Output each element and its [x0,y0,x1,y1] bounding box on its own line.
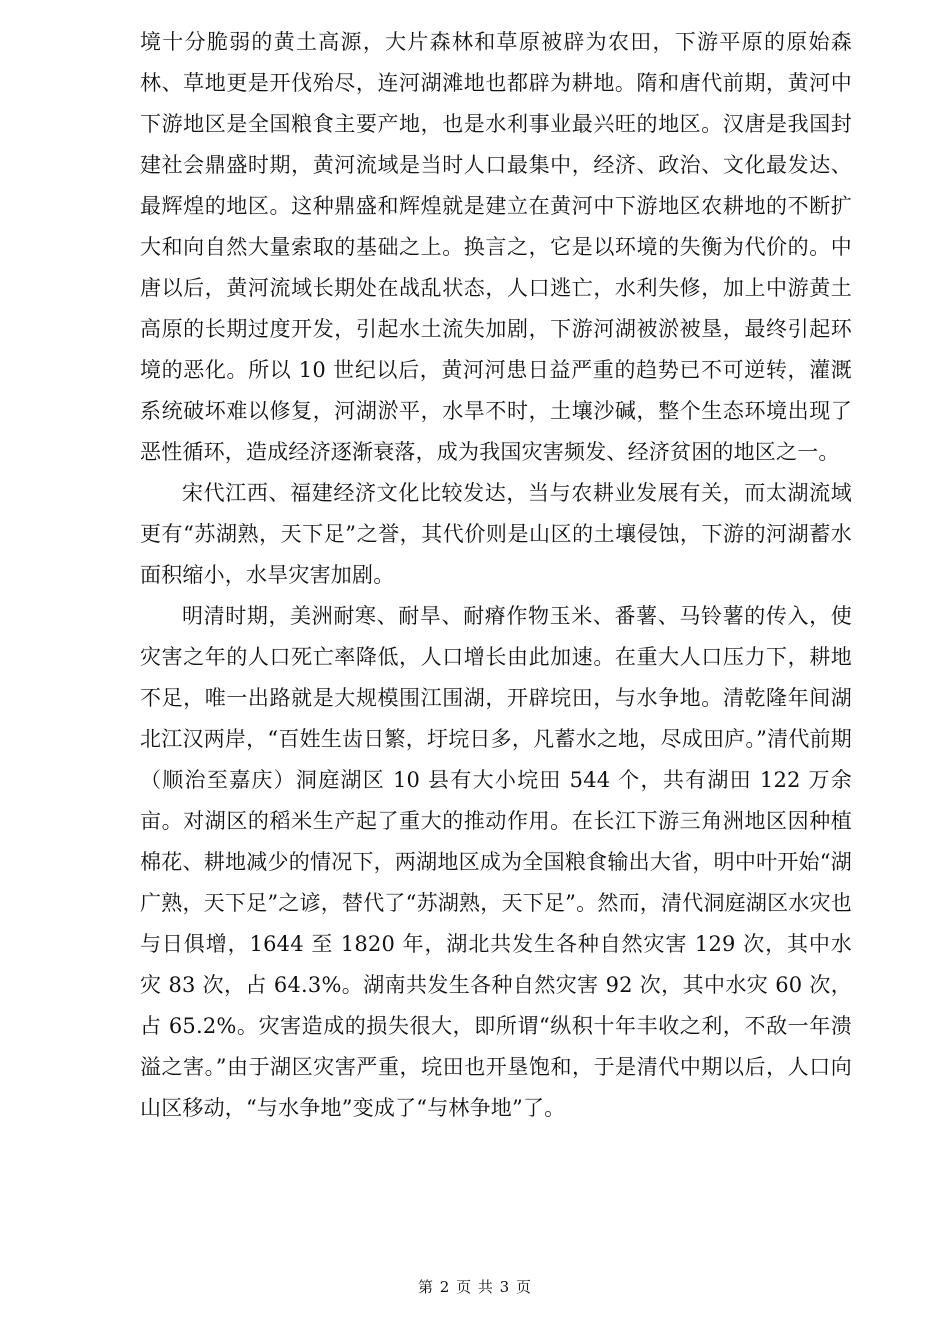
document-body [140,22,852,1129]
paragraph-continuation: 境十分脆弱的黄土高源，大片森林和草原被辟为农田，下游平原的原始森林、草地更是开伐殆尽，连河湖滩地也都辟为耕地。隋和唐代前期，黄河中下游地区是全国粮食主要产地，也是水利事业最兴旺的地区。汉唐是我国封建社会鼎盛时期，黄河流域是当时人口最集中，经济、政治、文化最发达、最辉煌的地区。这种鼎盛和辉煌就是建立在黄河中下游地区农耕地的不断扩大和向自然大量索取的基础之上。换言之，它是以环境的失衡为代价的。中唐以后，黄河流域长期处在战乱状态，人口逃亡，水利失修，加上中游黄土高原的长期过度开发，引起水土流失加剧，下游河湖被淤被垦，最终引起环境的恶化。所以 10 世纪以后，黄河河患日益严重的趋势已不可逆转，灌溉系统破坏难以修复，河湖淤平，水旱不时，土壤沙碱，整个生态环境出现了恶性循环，造成经济逐渐衰落，成为我国灾害频发、经济贫困的地区之一。 [140,30,852,464]
page-number-footer: 第 2 页 共 3 页 [418,1278,532,1296]
paragraph-ming-qing: 明清时期，美洲耐寒、耐旱、耐瘠作物玉米、番薯、马铃薯的传入，使灾害之年的人口死亡率降低，人口增长由此加速。在重大人口压力下，耕地不足，唯一出路就是大规模围江围湖，开辟垸田，与水争地。清乾隆年间湖北江汉两岸，“百姓生齿日繁，圩垸日多，凡蓄水之地，尽成田庐。”清代前期（顺治至嘉庆）洞庭湖区 10 县有大小垸田 544 个，共有湖田 122 万余亩。对湖区的稻米生产起了重大的推动作用。在长江下游三角洲地区因种植棉花、耕地减少的情况下，两湖地区成为全国粮食输出大省，明中叶开始“湖广熟，天下足”之谚，替代了“苏湖熟，天下足”。然而，清代洞庭湖区水灾也与日俱增，1644 至 1820 年，湖北共发生各种自然灾害 129 次，其中水灾 83 次，占 64.3%。湖南共发生各种自然灾害 92 次，其中水灾 60 次，占 65.2%。灾害造成的损失很大，即所谓“纵积十年丰收之利，不敌一年溃溢之害。”由于湖区灾害严重，垸田也开垦饱和，于是清代中期以后，人口向山区移动，“与水争地”变成了“与林争地”了。 [140,604,852,1120]
paragraph-song-dynasty: 宋代江西、福建经济文化比较发达，当与农耕业发展有关，而太湖流域更有“苏湖熟，天下足”之誉，其代价则是山区的土壤侵蚀，下游的河湖蓄水面积缩小，水旱灾害加剧。 [140,481,852,587]
